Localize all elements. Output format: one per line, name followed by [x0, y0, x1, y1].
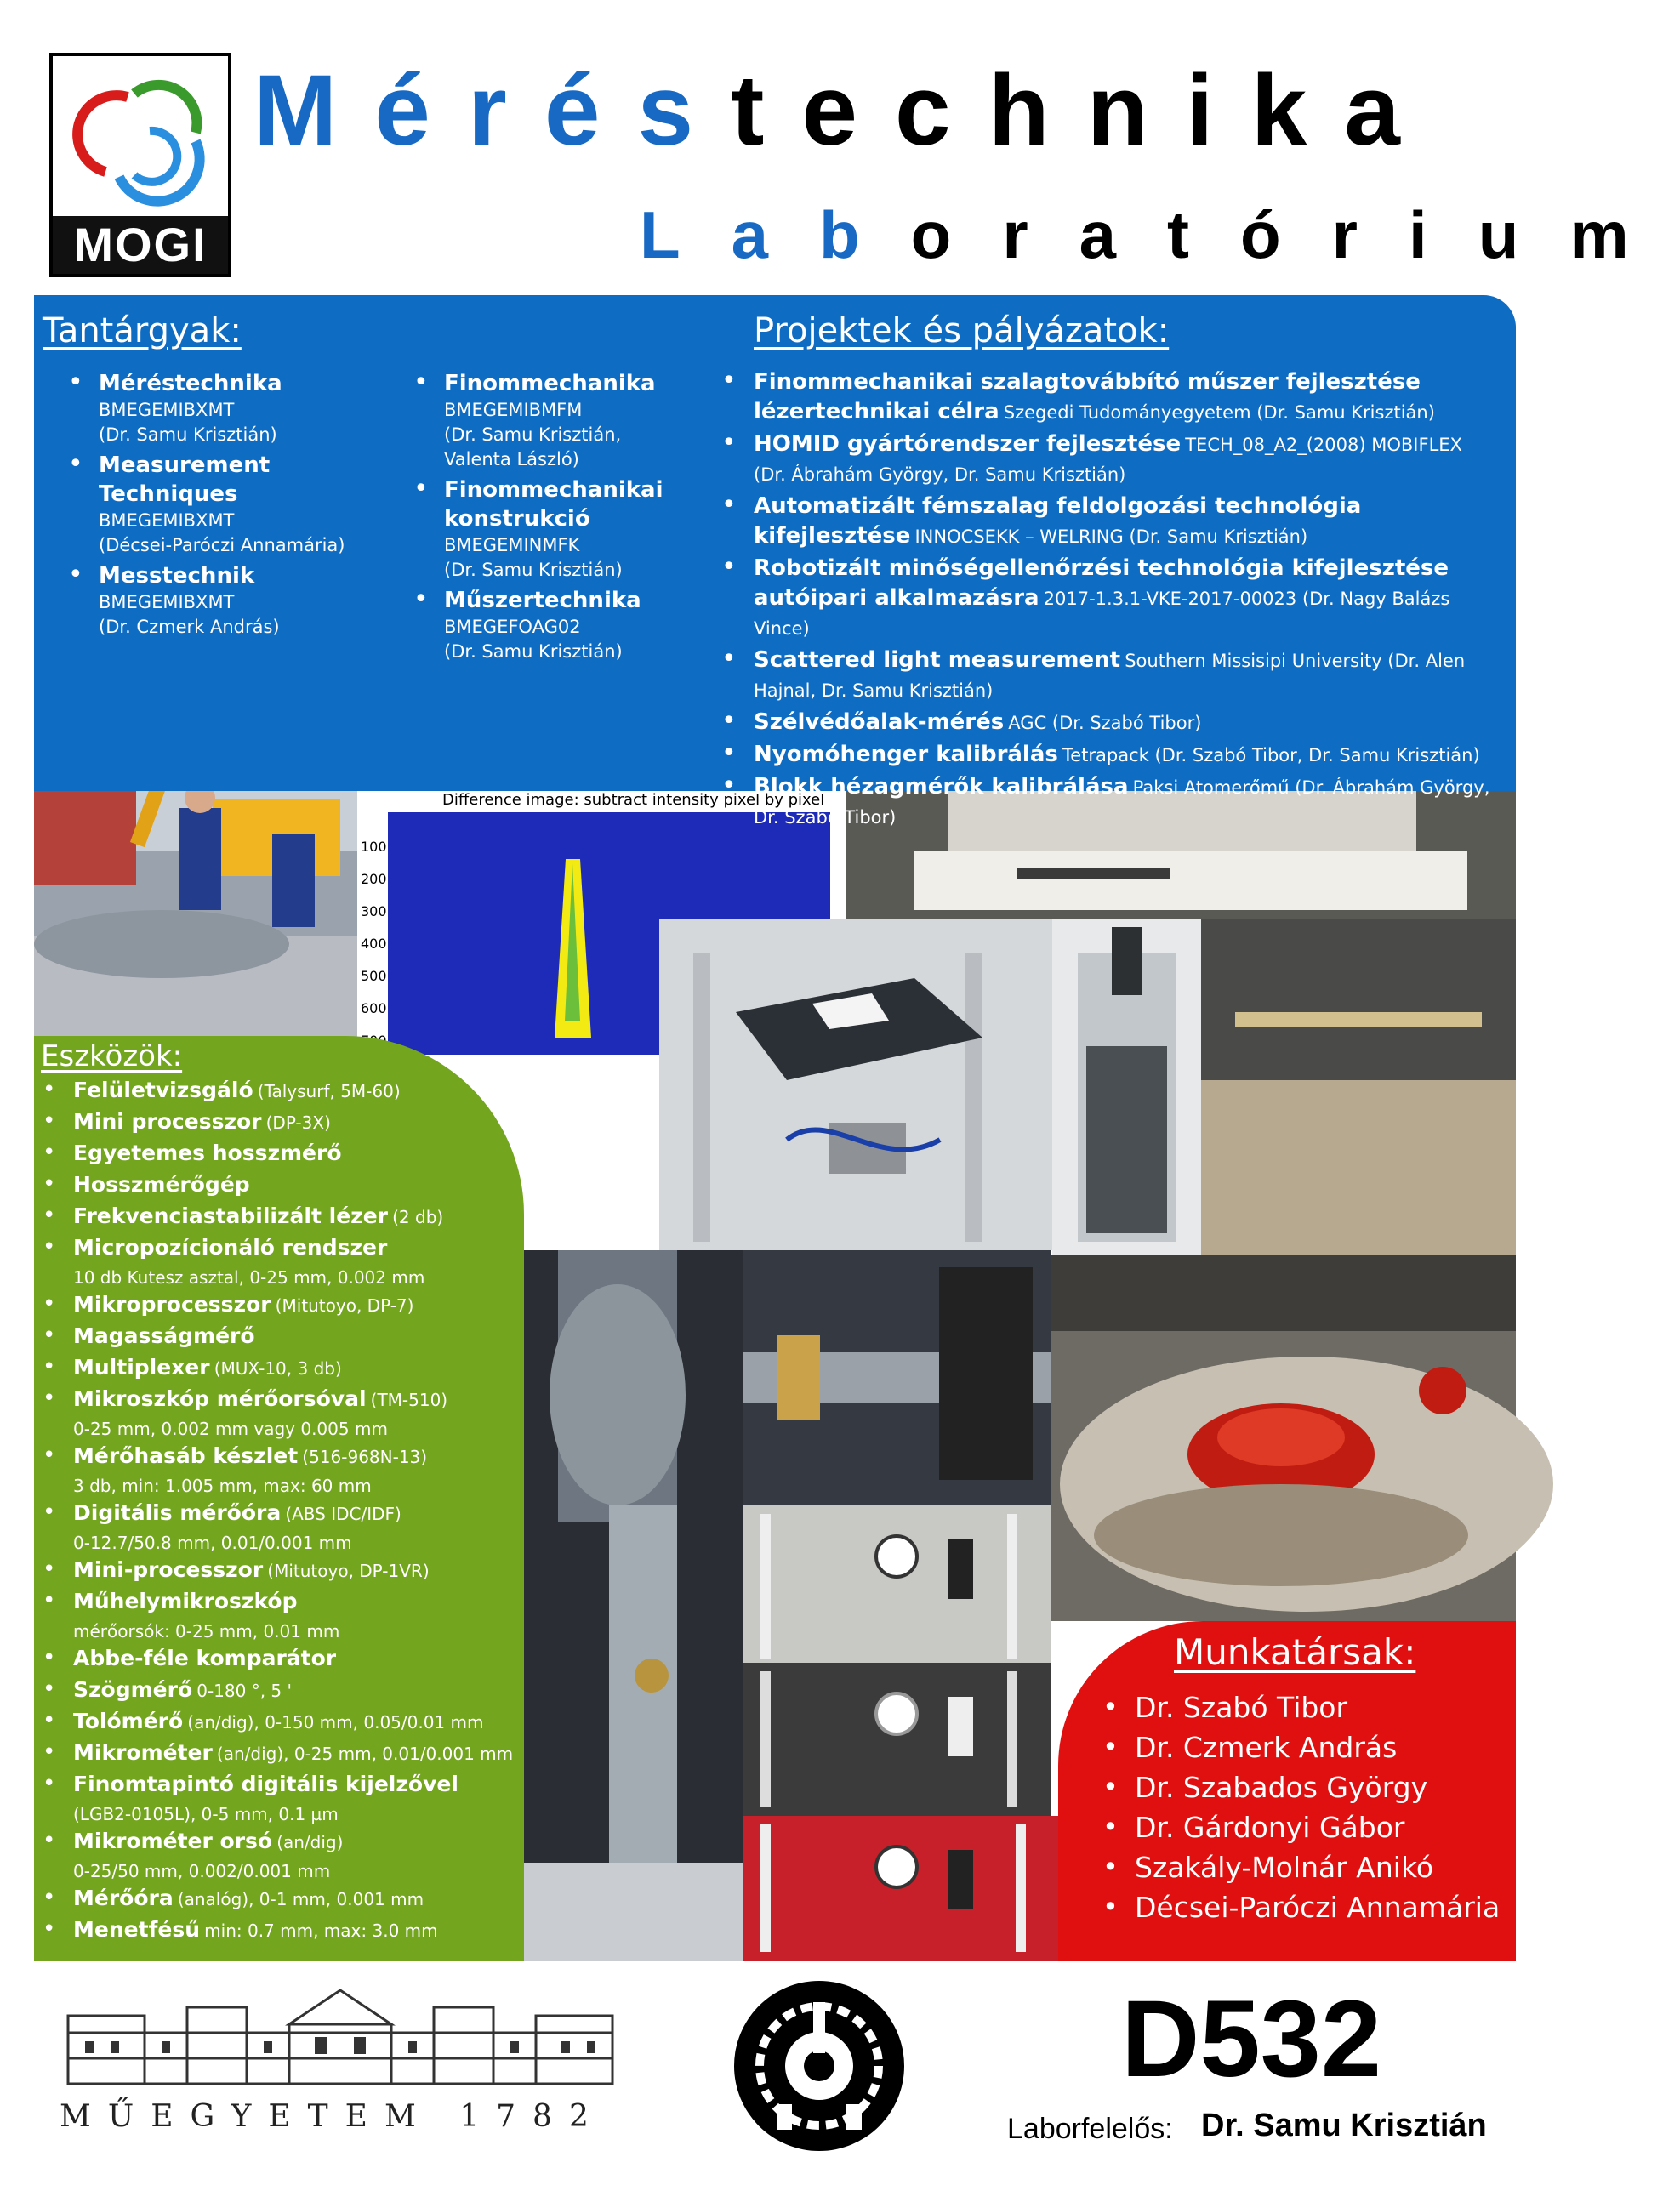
photo-lathe	[524, 1250, 743, 1961]
equipment-item	[39, 1770, 524, 1827]
project-detail: TECH_08_A2_(2008) MOBIFLEX (Dr. Ábrahám György, Dr. Samu Krisztián)	[754, 435, 1462, 485]
equipment-list	[39, 1076, 524, 1947]
mogi-logo	[49, 53, 231, 277]
equipment-item	[39, 1076, 524, 1107]
equipment-name: Digitális mérőóra	[73, 1500, 282, 1525]
project-title: Automatizált fémszalag feldolgozási technológia kifejlesztése	[754, 493, 1362, 549]
lab-manager-name: Dr. Samu Krisztián	[1201, 2108, 1487, 2143]
plot-y-tick: 600	[361, 1000, 387, 1016]
course-name: • Measurement Techniques	[99, 452, 271, 507]
equipment-item	[39, 1556, 524, 1587]
equipment-heading: Eszközök:	[41, 1039, 183, 1073]
equipment-item	[39, 1442, 524, 1499]
equipment-detail: (Mitutoyo, DP-1VR)	[267, 1561, 430, 1581]
equipment-item	[39, 1707, 524, 1738]
course-item	[65, 369, 405, 447]
equipment-detail: (MUX-10, 3 db)	[214, 1358, 342, 1379]
project-title: Robotizált minőségellenőrzési technológia kifejlesztése autóipari alkalmazásra	[754, 555, 1449, 611]
course-code: BMEGEMIBMFM	[444, 400, 583, 420]
project-item	[715, 646, 1497, 706]
equipment-item	[39, 1139, 524, 1170]
project-item	[715, 492, 1497, 552]
course-code: BMEGEMIBXMT	[99, 400, 235, 420]
equipment-name: Mérőóra	[73, 1886, 174, 1910]
course-teacher: Valenta László)	[444, 449, 579, 469]
equipment-detail: (an/dig)	[276, 1832, 344, 1852]
photo-calipers-1	[743, 1505, 1051, 1663]
equipment-spec: 0-25 mm, 0.002 mm vagy 0.005 mm	[73, 1419, 388, 1439]
projects-heading: Projektek és pályázatok:	[754, 311, 1170, 350]
photo-calipers-2	[743, 1663, 1051, 1816]
equipment-name: Egyetemes hosszmérő	[73, 1141, 342, 1165]
project-detail: 2017-1.3.1-VKE-2017-00023 (Dr. Nagy Balázs Vince)	[754, 589, 1450, 639]
equipment-detail: (2 db)	[392, 1207, 444, 1227]
project-title: Nyomóhenger kalibrálás	[754, 742, 1058, 767]
course-teacher: (Dr. Samu Krisztián)	[99, 424, 277, 445]
equipment-detail: (analóg), 0-1 mm, 0.001 mm	[177, 1889, 424, 1909]
page-title	[253, 51, 1438, 170]
course-item	[65, 561, 405, 640]
project-item	[715, 740, 1497, 771]
equipment-item	[39, 1353, 524, 1385]
course-name: • Finommechanikai konstrukció	[444, 477, 663, 532]
staff-member: • Szakály-Molnár Anikó	[1099, 1847, 1500, 1887]
equipment-name: Finomtapintó digitális kijelzővel	[73, 1772, 458, 1796]
equipment-name: Műhelymikroszkóp	[73, 1589, 298, 1613]
equipment-item	[39, 1202, 524, 1233]
project-item	[715, 367, 1497, 428]
equipment-name: Abbe-féle komparátor	[73, 1646, 337, 1670]
equipment-spec: 0-12.7/50.8 mm, 0.01/0.001 mm	[73, 1533, 352, 1553]
equipment-spec: 0-25/50 mm, 0.002/0.001 mm	[73, 1861, 331, 1881]
equipment-name: Mikroszkóp mérőorsóval	[73, 1386, 367, 1411]
equipment-item	[39, 1385, 524, 1442]
course-teacher: (Dr. Czmerk András)	[99, 617, 280, 637]
title-blue-part: Mérés	[253, 54, 732, 167]
equipment-name: Menetfésű	[73, 1917, 201, 1942]
course-item	[410, 475, 665, 583]
course-name: • Messtechnik	[99, 563, 255, 589]
course-code: BMEGEMIBXMT	[99, 510, 235, 531]
course-name: • Finommechanika	[444, 371, 656, 396]
equipment-name: Mini processzor	[73, 1109, 262, 1134]
title-black-part: technika	[731, 54, 1438, 167]
equipment-item	[39, 1107, 524, 1139]
staff-heading: Munkatársak:	[1174, 1631, 1416, 1673]
plot-title: Difference image: subtract intensity pixel by pixel	[442, 791, 825, 809]
project-title: Szélvédőalak-mérés	[754, 709, 1005, 735]
photo-reactor-hall	[1201, 919, 1516, 1255]
university-building-icon	[60, 1982, 621, 2092]
staff-list	[1099, 1687, 1500, 1927]
project-item	[715, 772, 1497, 833]
equipment-item	[39, 1322, 524, 1353]
project-detail: Southern Missisipi University (Dr. Alen Hajnal, Dr. Samu Krisztián)	[754, 651, 1466, 701]
equipment-name: Mikrométer	[73, 1740, 213, 1765]
equipment-name: Micropozícionáló rendszer	[73, 1235, 388, 1260]
equipment-name: Frekvenciastabilizált lézer	[73, 1203, 389, 1228]
course-teacher: (Dr. Samu Krisztián)	[444, 641, 623, 662]
equipment-item	[39, 1738, 524, 1770]
equipment-name: Mikroprocesszor	[73, 1292, 271, 1317]
equipment-detail: (ABS IDC/IDF)	[285, 1504, 401, 1524]
project-title: Finommechanikai szalagtovábbító műszer fejlesztése lézertechnikai célra	[754, 369, 1421, 424]
staff-member: • Décsei-Paróczi Annamária	[1099, 1887, 1500, 1927]
equipment-name: Multiplexer	[73, 1355, 210, 1380]
course-code: BMEGEMIBXMT	[99, 592, 235, 612]
course-teacher: (Dr. Samu Krisztián,	[444, 424, 622, 445]
project-title: Blokk hézagmérők kalibrálása	[754, 774, 1129, 799]
plot-y-tick: 400	[361, 936, 387, 952]
photo-measurement-rack	[1052, 919, 1201, 1255]
plot-y-tick: 500	[361, 968, 387, 984]
course-code: BMEGEMINMFK	[444, 535, 580, 555]
staff-member: • Dr. Szabados György	[1099, 1767, 1500, 1807]
page-subtitle	[640, 192, 1680, 277]
equipment-detail: (DP-3X)	[265, 1112, 331, 1133]
course-teacher: (Dr. Samu Krisztián)	[444, 560, 623, 580]
photo-lathe-spindle	[743, 1250, 1051, 1505]
project-item	[715, 554, 1497, 644]
equipment-item	[39, 1884, 524, 1915]
equipment-detail: 0-180 °, 5 '	[196, 1681, 293, 1701]
plot-y-tick: 200	[361, 871, 387, 887]
photo-glass-inspection	[659, 919, 1052, 1250]
staff-member: • Dr. Gárdonyi Gábor	[1099, 1807, 1500, 1847]
project-detail: AGC (Dr. Szabó Tibor)	[1008, 713, 1202, 733]
equipment-item	[39, 1233, 524, 1290]
equipment-detail: (516-968N-13)	[302, 1447, 428, 1467]
courses-column-1	[65, 369, 405, 643]
logo-text: MOGI	[53, 216, 228, 274]
faculty-emblem-icon	[730, 1977, 908, 2155]
room-number: D532	[1121, 1978, 1381, 2100]
equipment-name: Hosszmérőgép	[73, 1172, 250, 1197]
plot-y-tick: 300	[361, 903, 387, 919]
equipment-detail: min: 0.7 mm, max: 3.0 mm	[204, 1920, 438, 1941]
plot-y-tick: 100	[361, 839, 387, 855]
course-item	[65, 451, 405, 558]
university-name: MŰEGYETEM 1782	[60, 2099, 606, 2134]
equipment-item	[39, 1676, 524, 1707]
course-code: BMEGEFOAG02	[444, 617, 581, 637]
equipment-item	[39, 1587, 524, 1644]
photo-reactor-top	[1051, 1255, 1516, 1621]
project-item	[715, 708, 1497, 738]
project-detail: INNOCSEKK – WELRING (Dr. Samu Krisztián)	[914, 526, 1308, 547]
courses-column-2	[410, 369, 665, 668]
equipment-name: Magasságmérő	[73, 1323, 255, 1348]
equipment-name: Mérőhasáb készlet	[73, 1443, 299, 1468]
project-detail: Tetrapack (Dr. Szabó Tibor, Dr. Samu Krisztián)	[1062, 745, 1480, 765]
subtitle-blue-part: Lab	[640, 197, 911, 272]
project-item	[715, 430, 1497, 490]
equipment-item	[39, 1644, 524, 1676]
course-name: • Méréstechnika	[99, 371, 282, 396]
equipment-detail: (an/dig), 0-150 mm, 0.05/0.01 mm	[187, 1712, 484, 1733]
equipment-detail: (an/dig), 0-25 mm, 0.01/0.001 mm	[216, 1744, 514, 1764]
equipment-name: Mikrométer orsó	[73, 1829, 273, 1853]
courses-heading: Tantárgyak:	[43, 311, 242, 350]
equipment-detail: (Mitutoyo, DP-7)	[275, 1295, 414, 1316]
equipment-item	[39, 1827, 524, 1884]
project-title: Scattered light measurement	[754, 647, 1121, 673]
photo-calipers-3	[743, 1816, 1058, 1961]
equipment-spec: (LGB2-0105L), 0-5 mm, 0.1 µm	[73, 1804, 339, 1824]
course-name: • Műszertechnika	[444, 588, 641, 613]
equipment-detail: (TM-510)	[370, 1390, 448, 1410]
equipment-item	[39, 1170, 524, 1202]
course-teacher: (Décsei-Paróczi Annamária)	[99, 535, 345, 555]
course-item	[410, 369, 665, 472]
equipment-spec: 3 db, min: 1.005 mm, max: 60 mm	[73, 1476, 372, 1496]
staff-member: • Dr. Czmerk András	[1099, 1727, 1500, 1767]
equipment-name: Szögmérő	[73, 1677, 193, 1702]
equipment-name: Mini-processzor	[73, 1557, 264, 1582]
logo-rings-icon	[68, 71, 213, 208]
staff-member: • Dr. Szabó Tibor	[1099, 1687, 1500, 1727]
projects-list	[715, 367, 1497, 834]
project-detail: Szegedi Tudományegyetem (Dr. Samu Krisztián)	[1003, 402, 1435, 423]
course-item	[410, 586, 665, 664]
project-detail: Paksi Atomerőmű (Dr. Ábrahám György, Dr. Szabó Tibor)	[754, 777, 1490, 828]
equipment-item	[39, 1290, 524, 1322]
equipment-name: Felületvizsgáló	[73, 1078, 253, 1102]
equipment-spec: mérőorsók: 0-25 mm, 0.01 mm	[73, 1621, 340, 1642]
equipment-item	[39, 1915, 524, 1947]
lab-manager-label: Laborfelelős:	[1007, 2113, 1173, 2145]
equipment-item	[39, 1499, 524, 1556]
equipment-spec: 10 db Kutesz asztal, 0-25 mm, 0.002 mm	[73, 1267, 425, 1288]
subtitle-black-part: oratórium	[910, 197, 1680, 272]
project-title: HOMID gyártórendszer fejlesztése	[754, 431, 1182, 457]
equipment-detail: (Talysurf, 5M-60)	[257, 1081, 401, 1101]
equipment-name: Tolómérő	[73, 1709, 184, 1733]
